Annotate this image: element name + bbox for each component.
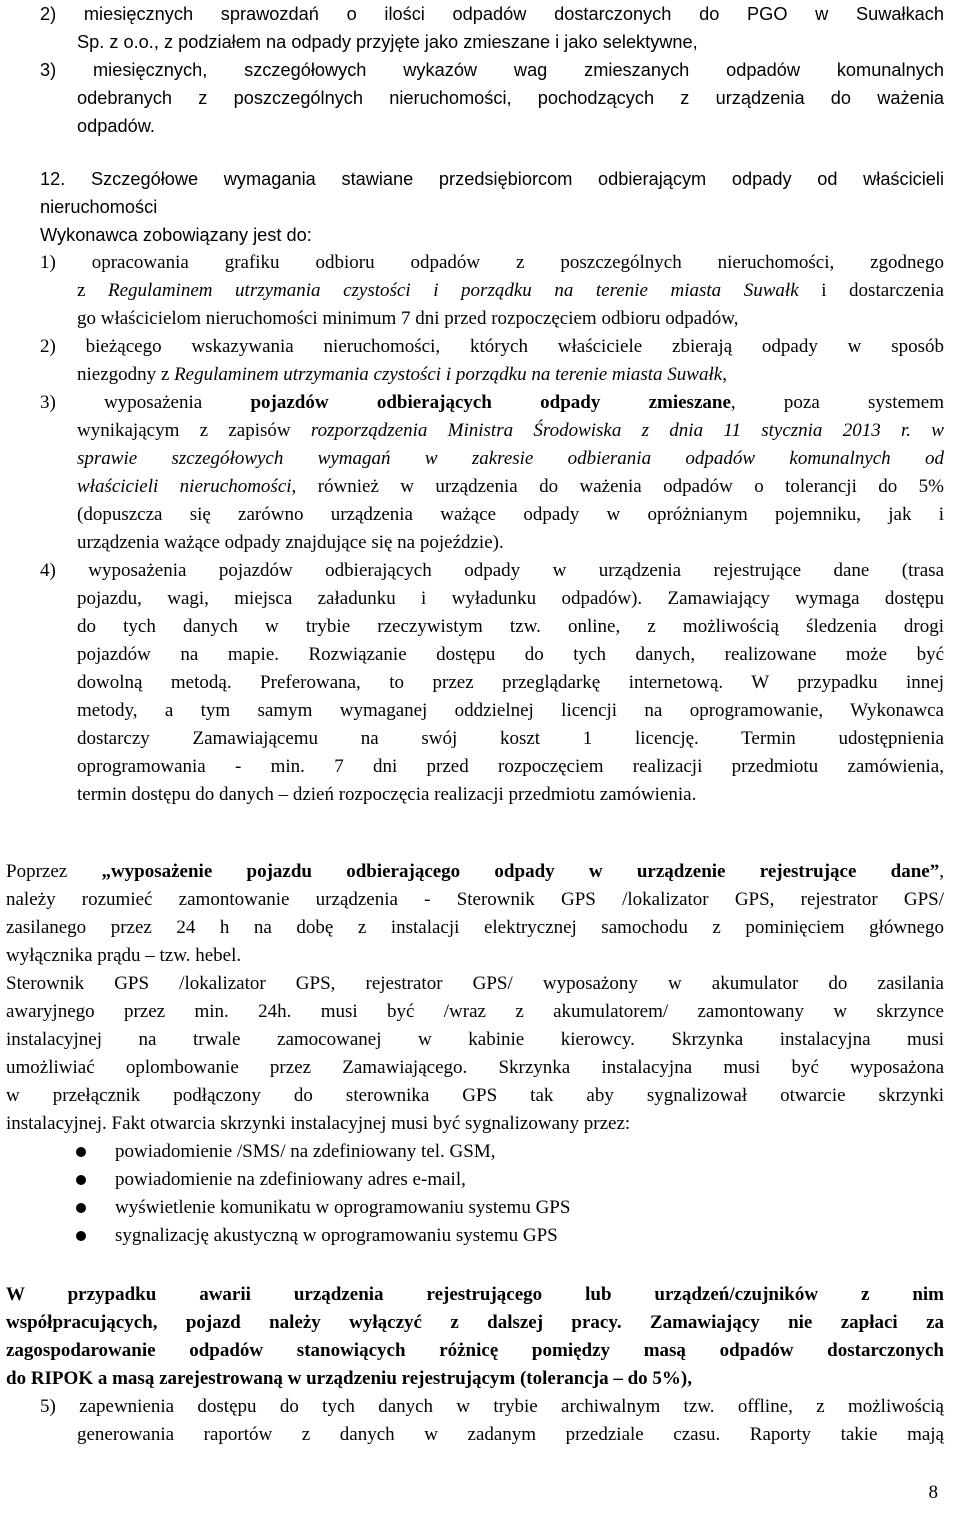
s12-item4-line-8: oprogramowania - min. 7 dni przed rozpoczęciem realizacji przedmiotu zamówienia, xyxy=(77,756,944,777)
s12-item4-line-6: metody, a tym samym wymaganej oddzielnej licencji na oprogramowanie, Wykonawca xyxy=(77,700,944,721)
ordinance-title: rozporządzenia Ministra Środowiska z dnia 11 stycznia 2013 r. w xyxy=(310,420,944,441)
gps-paragraph-line-4: wyłącznika prądu – tzw. hebel. xyxy=(6,945,242,966)
s12-item3-line-3: sprawie szczegółowych wymagań w zakresie odbierania odpadów komunalnych od xyxy=(77,448,944,469)
s12-item3-line-6: urządzenia ważące odpady znajdujące się na pojeździe). xyxy=(77,532,504,553)
s12-item4-line-3: do tych danych w trybie rzeczywistym tzw. online, z możliwością śledzenia drogi xyxy=(77,616,944,637)
s12-item2-line-2: niezgodny z Regulaminem utrzymania czystości i porządku na terenie miasta Suwałk, xyxy=(77,364,727,385)
s12-item3-line-4: właścicieli nieruchomości, również w urządzenia do ważenia odpadów o tolerancji do 5% xyxy=(77,476,944,497)
gps-paragraph-line-5: Sterownik GPS /lokalizator GPS, rejestrator GPS/ wyposażony w akumulator do zasilania xyxy=(6,973,944,994)
s12-item4-line-4: pojazdów na mapie. Rozwiązanie dostępu do tych danych, realizowane może być xyxy=(77,644,944,665)
regulation-title: Regulaminem utrzymania czystości i porządku na terenie miasta Suwałk xyxy=(108,280,799,301)
failure-paragraph-line-2: współpracujących, pojazd należy wyłączyć z dalszej pracy. Zamawiający nie zapłaci za xyxy=(6,1312,944,1333)
emphasis-vehicles: pojazdów odbierających odpady zmieszane xyxy=(250,392,731,413)
page-number: 8 xyxy=(928,1482,938,1503)
gps-paragraph-line-7: instalacyjnej na trwale zamocowanej w kabinie kierowcy. Skrzynka instalacyjna musi xyxy=(6,1029,944,1050)
s12-item3-line-2: wynikającym z zapisów rozporządzenia Ministra Środowiska z dnia 11 stycznia 2013 r. w xyxy=(77,420,944,441)
gps-paragraph-line-10: instalacyjnej. Fakt otwarcia skrzynki instalacyjnej musi być sygnalizowany przez: xyxy=(6,1113,631,1134)
gps-paragraph-line-2: należy rozumieć zamontowanie urządzenia - Sterownik GPS /lokalizator GPS, rejestrator GPS/ xyxy=(6,889,944,910)
list-item: sygnalizację akustyczną w oprogramowaniu systemu GPS xyxy=(115,1225,558,1246)
s12-item4-line-7: dostarczy Zamawiającemu na swój koszt 1 licencję. Termin udostępnienia xyxy=(77,728,944,749)
gps-paragraph-line-1: Poprzez „wyposażenie pojazdu odbierającego odpady w urządzenie rejestrujące dane”, xyxy=(6,861,944,882)
failure-paragraph-line-3: zagospodarowanie odpadów stanowiących różnicę pomiędzy masą odpadów dostarczonych xyxy=(6,1340,944,1361)
gps-paragraph-line-9: w przełącznik podłączony do sterownika GPS tak aby sygnalizował otwarcie skrzynki xyxy=(6,1085,944,1106)
list-item-3-line-3: odpadów. xyxy=(77,116,155,136)
bullet-icon xyxy=(76,1175,86,1185)
s12-item4-line-9: termin dostępu do danych – dzień rozpoczęcia realizacji przedmiotu zamówienia. xyxy=(77,784,697,805)
s12-item1-line-1: 1) opracowania grafiku odbioru odpadów z poszczególnych nieruchomości, zgodnego xyxy=(40,252,944,273)
failure-paragraph-line-4: do RIPOK a masą zarejestrowaną w urządzeniu rejestrującym (tolerancja – do 5%), xyxy=(6,1368,692,1389)
section-12-heading-line-2: nieruchomości xyxy=(40,197,158,217)
gps-paragraph-line-6: awaryjnego przez min. 24h. musi być /wraz z akumulatorem/ zamontowany w skrzynce xyxy=(6,1001,944,1022)
list-item: powiadomienie na zdefiniowany adres e-mail, xyxy=(115,1169,466,1190)
gps-paragraph-line-3: zasilanego przez 24 h na dobę z instalacji elektrycznej samochodu z pominięciem głównego xyxy=(6,917,944,938)
s12-item1-line-3: go właścicielom nieruchomości minimum 7 dni przed rozpoczęciem odbioru odpadów, xyxy=(77,308,739,329)
s12-item2-line-1: 2) bieżącego wskazywania nieruchomości, których właściciele zbierają odpady w sposób xyxy=(40,336,944,357)
section-12-heading-line-1: 12. Szczegółowe wymagania stawiane przedsiębiorcom odbierającym odpady od właścicieli xyxy=(40,169,944,189)
gps-paragraph-line-8: umożliwiać oplombowanie przez Zamawiającego. Skrzynka instalacyjna musi być wyposażona xyxy=(6,1057,944,1078)
s12-item3-line-1: 3) wyposażenia pojazdów odbierających odpady zmieszane, poza systemem xyxy=(40,392,945,413)
list-item-3-line-2: odebranych z poszczególnych nieruchomości, pochodzących z urządzenia do ważenia xyxy=(77,88,944,108)
bullet-icon xyxy=(76,1203,86,1213)
emphasis-recording-device: „wyposażenie pojazdu odbierającego odpady w urządzenie rejestrujące dane” xyxy=(101,861,940,882)
s12-item4-line-2: pojazdu, wagi, miejsca załadunku i wyładunku odpadów). Zamawiający wymaga dostępu xyxy=(77,588,944,609)
s12-item3-line-5: (dopuszcza się zarówno urządzenia ważące odpady w opróżnianym pojemniku, jak i xyxy=(77,504,944,525)
s12-item1-line-2: z Regulaminem utrzymania czystości i porządku na terenie miasta Suwałk i dostarczenia xyxy=(77,280,944,301)
list-item-2-line-2: Sp. z o.o., z podziałem na odpady przyjęte jako zmieszane i jako selektywne, xyxy=(77,32,698,52)
list-item-3-line-1: 3) miesięcznych, szczegółowych wykazów wag zmieszanych odpadów komunalnych xyxy=(40,60,944,80)
s12-item4-line-5: dowolną metodą. Preferowana, to przez przeglądarkę internetową. W przypadku innej xyxy=(77,672,944,693)
section-12-intro: Wykonawca zobowiązany jest do: xyxy=(40,225,312,245)
regulation-title: Regulaminem utrzymania czystości i porządku na terenie miasta Suwałk xyxy=(174,364,723,385)
item5-line-1: 5) zapewnienia dostępu do tych danych w trybie archiwalnym tzw. offline, z możliwością xyxy=(40,1396,944,1417)
bullet-icon xyxy=(76,1231,86,1241)
list-item: wyświetlenie komunikatu w oprogramowaniu systemu GPS xyxy=(115,1197,571,1218)
item5-line-2: generowania raportów z danych w zadanym przedziale czasu. Raporty takie mają xyxy=(77,1424,944,1445)
bullet-icon xyxy=(76,1147,86,1157)
failure-paragraph-line-1: W przypadku awarii urządzenia rejestrującego lub urządzeń/czujników z nim xyxy=(6,1284,944,1305)
list-item: powiadomienie /SMS/ na zdefiniowany tel. GSM, xyxy=(115,1141,496,1162)
s12-item4-line-1: 4) wyposażenia pojazdów odbierających odpady w urządzenia rejestrujące dane (trasa xyxy=(40,560,944,581)
list-item-2-line-1: 2) miesięcznych sprawozdań o ilości odpadów dostarczonych do PGO w Suwałkach xyxy=(40,4,944,24)
